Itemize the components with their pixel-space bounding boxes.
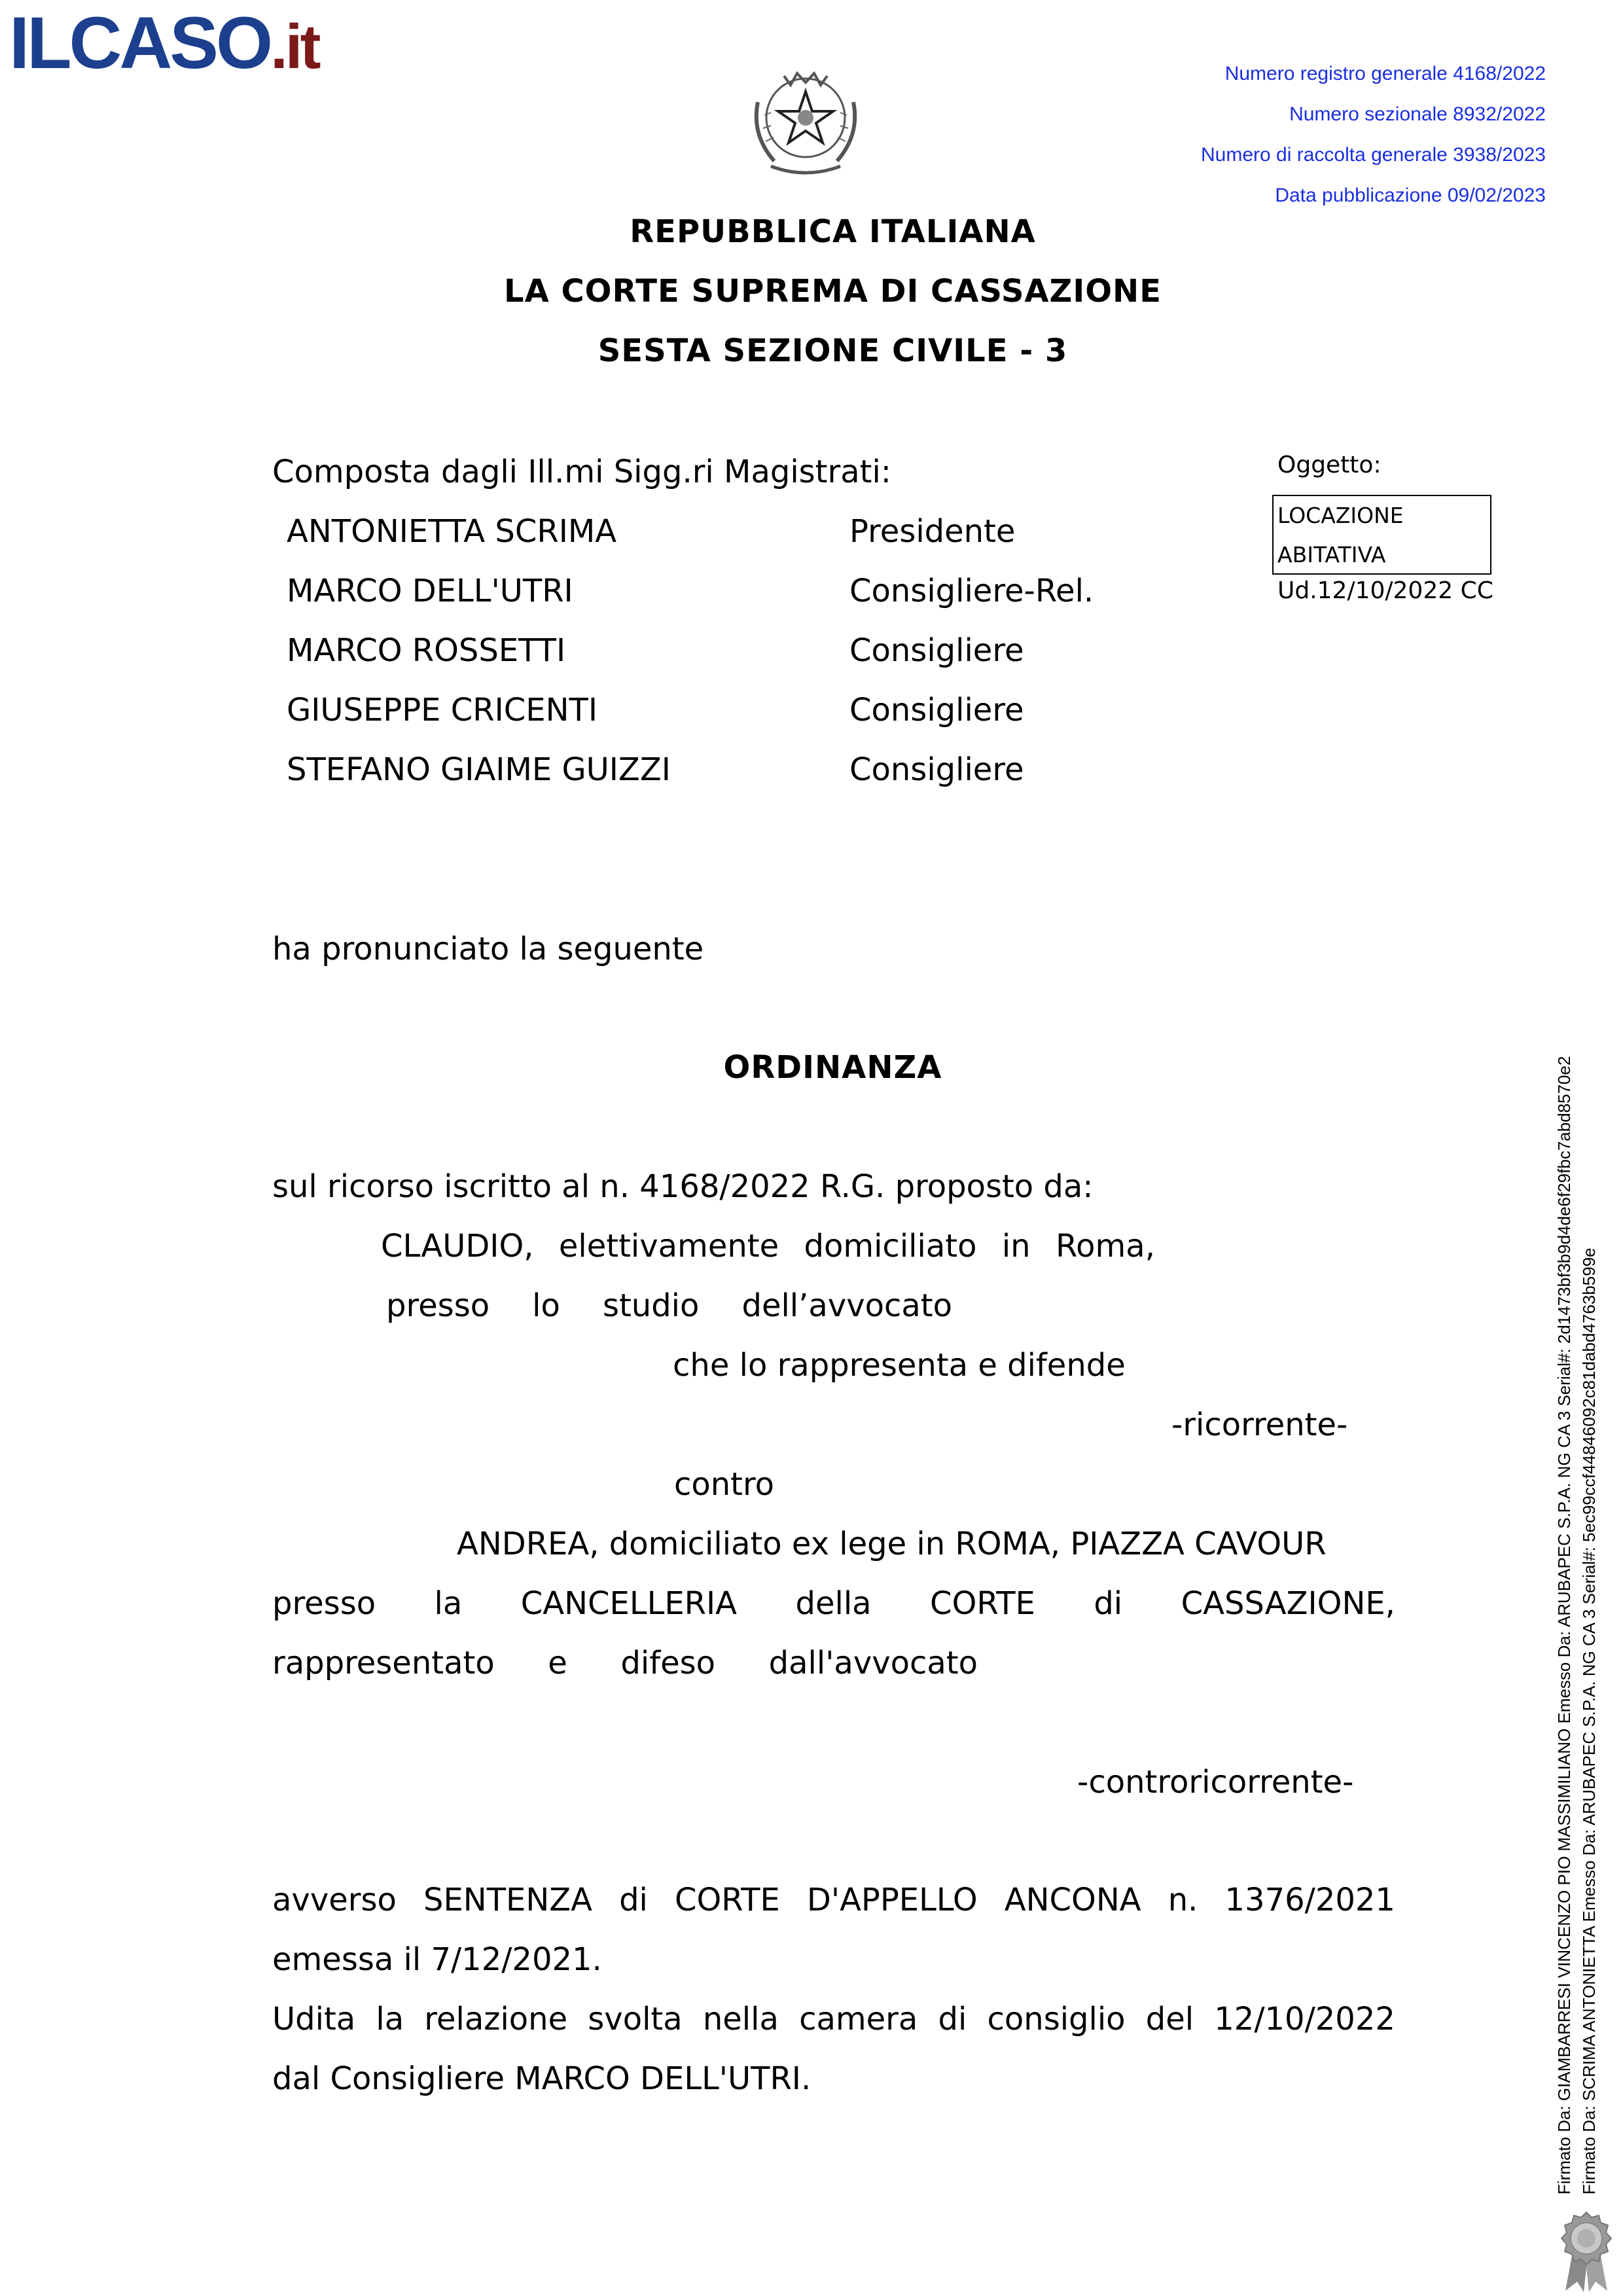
word: svolta (588, 2001, 683, 2037)
heading-court: LA CORTE SUPREMA DI CASSAZIONE (504, 273, 1162, 310)
logo-main: ILCASO (9, 2, 271, 84)
sentenza-line (272, 2000, 1395, 2039)
word: camera (799, 2001, 918, 2037)
word: Roma, (1055, 1228, 1155, 1265)
word: CORTE (930, 1585, 1035, 1622)
word: dall'avvocato (768, 1645, 978, 1681)
controricorrente-role: -controricorrente- (1077, 1764, 1354, 1801)
ricorrente-line (386, 1286, 952, 1325)
word: la (376, 2001, 404, 2037)
composition-intro: Composta dagli Ill.mi Sigg.ri Magistrati: (272, 454, 891, 490)
oggetto-line: LOCAZIONE (1277, 503, 1404, 528)
word: avverso (272, 1882, 397, 1918)
judge-name: STEFANO GIAIME GUIZZI (287, 751, 671, 788)
site-logo (9, 4, 318, 86)
pronounced-text: ha pronunciato la seguente (272, 931, 704, 967)
section-number: Numero sezionale 8932/2022 (1289, 103, 1546, 125)
word: la (434, 1585, 463, 1622)
document-title: ORDINANZA (723, 1049, 942, 1086)
controricorrente-line: ANDREA, domiciliato ex lege in ROMA, PIAZZA CAVOUR (457, 1526, 1327, 1562)
ricorrente-line: che lo rappresenta e difende (673, 1347, 1126, 1384)
ricorrente-line (381, 1227, 1155, 1266)
controricorrente-line (272, 1584, 1395, 1623)
word: presso (386, 1287, 490, 1324)
judge-role: Presidente (849, 513, 1016, 550)
oggetto-box (1272, 495, 1491, 575)
judge-role: Consigliere-Rel. (849, 573, 1094, 609)
word: nella (702, 2001, 779, 2037)
word: CLAUDIO, (381, 1228, 534, 1265)
judge-name: MARCO DELL'UTRI (287, 573, 573, 609)
word: relazione (424, 2001, 568, 2037)
ricorrente-role: -ricorrente- (1171, 1407, 1348, 1443)
sentenza-line (272, 1880, 1395, 1920)
judge-role: Consigliere (849, 632, 1024, 669)
word: elettivamente (558, 1228, 779, 1265)
heading-republic: REPUBBLICA ITALIANA (630, 213, 1036, 250)
signature-line: Firmato Da: GIAMBARRESI VINCENZO PIO MASSIMILIANO Emesso Da: ARUBAPEC S.P.A. NG CA 3 Serial#: 2d1473bf3b9d4de6f29fbc7abd8570e2 (1554, 1056, 1574, 2195)
word: della (795, 1585, 872, 1622)
registry-number: Numero registro generale 4168/2022 (1224, 63, 1546, 84)
judge-name: GIUSEPPE CRICENTI (287, 692, 598, 728)
seal-badge-icon (1554, 2210, 1619, 2293)
word: 12/10/2022 (1214, 2001, 1395, 2037)
judge-name: MARCO ROSSETTI (287, 632, 566, 669)
word: di (1094, 1585, 1123, 1622)
word: CORTE (675, 1882, 780, 1918)
sentenza-line: dal Consigliere MARCO DELL'UTRI. (272, 2060, 812, 2097)
word: ANCONA (1004, 1882, 1141, 1918)
logo-tld: .it (270, 12, 319, 82)
ricorso-intro: sul ricorso iscritto al n. 4168/2022 R.G. proposto da: (272, 1168, 1094, 1205)
word: di (938, 2001, 967, 2037)
word: domiciliato (804, 1228, 977, 1265)
judge-role: Consigliere (849, 692, 1024, 728)
contro-label: contro (674, 1466, 775, 1503)
word: difeso (620, 1645, 716, 1681)
publication-date: Data pubblicazione 09/02/2023 (1275, 185, 1546, 206)
oggetto-label: Oggetto: (1277, 452, 1382, 478)
word: rappresentato (272, 1645, 495, 1681)
emblem-icon (745, 63, 866, 179)
collection-number: Numero di raccolta generale 3938/2023 (1200, 144, 1546, 166)
judge-name: ANTONIETTA SCRIMA (287, 513, 617, 550)
word: 1376/2021 (1224, 1882, 1395, 1918)
oggetto-line: ABITATIVA (1277, 542, 1386, 567)
controricorrente-line (272, 1643, 978, 1683)
word: D'APPELLO (806, 1882, 978, 1918)
word: in (1001, 1228, 1031, 1265)
sentenza-line: emessa il 7/12/2021. (272, 1941, 602, 1978)
word: SENTENZA (423, 1882, 592, 1918)
judge-role: Consigliere (849, 751, 1024, 788)
hearing-date: Ud.12/10/2022 CC (1277, 577, 1493, 604)
word: presso (272, 1585, 376, 1622)
word: lo (532, 1287, 560, 1324)
word: di (619, 1882, 648, 1918)
word: CASSAZIONE, (1181, 1585, 1395, 1622)
word: dell’avvocato (741, 1287, 952, 1324)
word: Udita (272, 2001, 356, 2037)
word: e (548, 1645, 567, 1681)
heading-section: SESTA SEZIONE CIVILE - 3 (597, 332, 1068, 369)
word: n. (1168, 1882, 1198, 1918)
word: studio (602, 1287, 700, 1324)
word: consiglio (987, 2001, 1126, 2037)
word: CANCELLERIA (520, 1585, 738, 1622)
word: del (1145, 2001, 1194, 2037)
signature-line: Firmato Da: SCRIMA ANTONIETTA Emesso Da: ARUBAPEC S.P.A. NG CA 3 Serial#: 5ec99ccf44846092c81dabd4763b599e (1579, 1247, 1599, 2195)
